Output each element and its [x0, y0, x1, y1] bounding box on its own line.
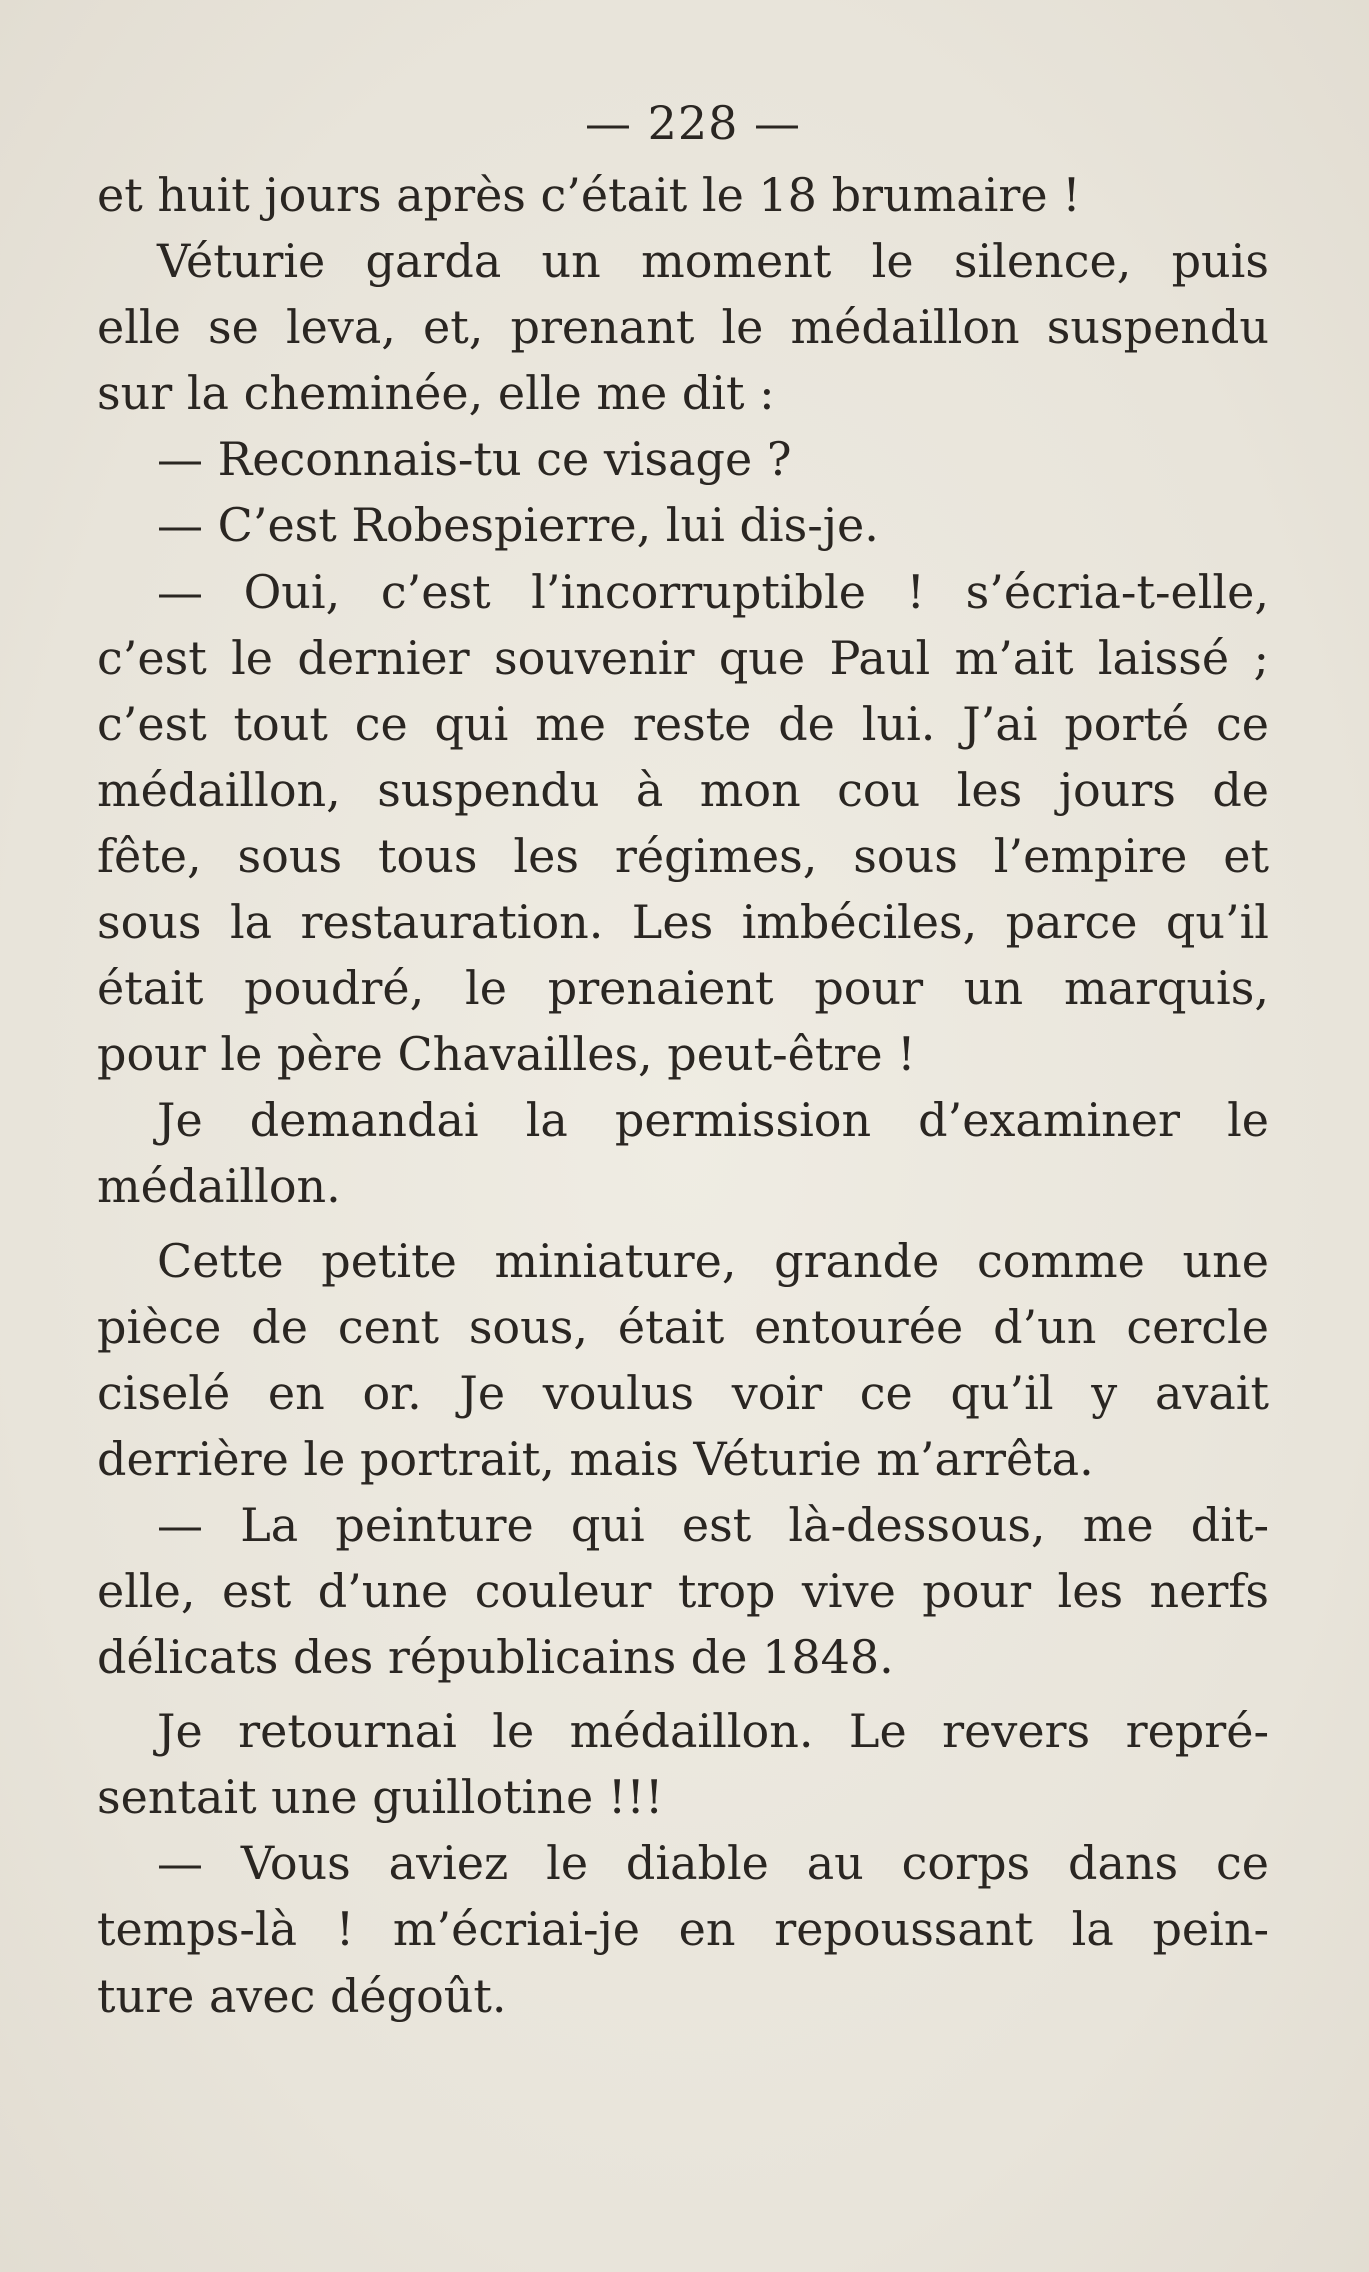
text-line: Je retournai le médaillon. Le revers repré-: [157, 1704, 1269, 1759]
text-line: ture avec dégoût.: [97, 1968, 507, 2023]
page-number: — 228 —: [584, 96, 802, 150]
text-line: elle se leva, et, prenant le médaillon suspendu: [97, 300, 1269, 355]
paragraph: [97, 162, 1269, 228]
text-line: sur la cheminée, elle me dit :: [97, 366, 775, 421]
body-text: [97, 162, 1269, 2029]
text-line: c’est tout ce qui me reste de lui. J’ai porté ce: [97, 696, 1269, 751]
text-line: elle, est d’une couleur trop vive pour les nerfs: [97, 1563, 1269, 1618]
text-line: médaillon.: [97, 1159, 341, 1214]
paragraph: [97, 1830, 1269, 2028]
text-line: sentait une guillotine !!!: [97, 1770, 664, 1825]
paragraph: [97, 228, 1269, 426]
paragraph: [97, 1087, 1269, 1219]
paragraph-gap: [97, 1690, 1269, 1698]
text-line: était poudré, le prenaient pour un marquis,: [97, 961, 1269, 1016]
text-line: — Vous aviez le diable au corps dans ce: [157, 1836, 1269, 1891]
text-line: Cette petite miniature, grande comme une: [157, 1233, 1269, 1288]
paragraph-gap: [97, 1220, 1269, 1228]
text-line: — Reconnais-tu ce visage ?: [157, 432, 792, 487]
paragraph: [97, 1228, 1269, 1492]
paragraph: [97, 492, 1269, 558]
paragraph: [97, 1492, 1269, 1690]
text-line: c’est le dernier souvenir que Paul m’ait laissé ;: [97, 630, 1269, 685]
text-line: fête, sous tous les régimes, sous l’empire et: [97, 828, 1269, 883]
paragraph: [97, 559, 1269, 1088]
paragraph: [97, 1698, 1269, 1830]
text-line: — C’est Robespierre, lui dis-je.: [157, 498, 879, 553]
text-line: Je demandai la permission d’examiner le: [157, 1093, 1269, 1148]
text-line: Véturie garda un moment le silence, puis: [157, 234, 1269, 289]
text-line: délicats des républicains de 1848.: [97, 1630, 894, 1685]
text-line: ciselé en or. Je voulus voir ce qu’il y avait: [97, 1365, 1269, 1420]
text-line: pièce de cent sous, était entourée d’un cercle: [97, 1299, 1269, 1354]
text-line: et huit jours après c’était le 18 brumaire !: [97, 168, 1081, 222]
text-line: médaillon, suspendu à mon cou les jours de: [97, 762, 1269, 817]
text-line: derrière le portrait, mais Véturie m’arrêta.: [97, 1431, 1094, 1486]
text-line: pour le père Chavailles, peut-être !: [97, 1027, 916, 1082]
text-line: — La peinture qui est là-dessous, me dit-: [157, 1497, 1269, 1552]
text-line: — Oui, c’est l’incorruptible ! s’écria-t-elle,: [157, 564, 1269, 619]
paragraph: [97, 426, 1269, 492]
text-line: sous la restauration. Les imbéciles, parce qu’il: [97, 895, 1269, 950]
text-line: temps-là ! m’écriai-je en repoussant la pein-: [97, 1902, 1269, 1957]
